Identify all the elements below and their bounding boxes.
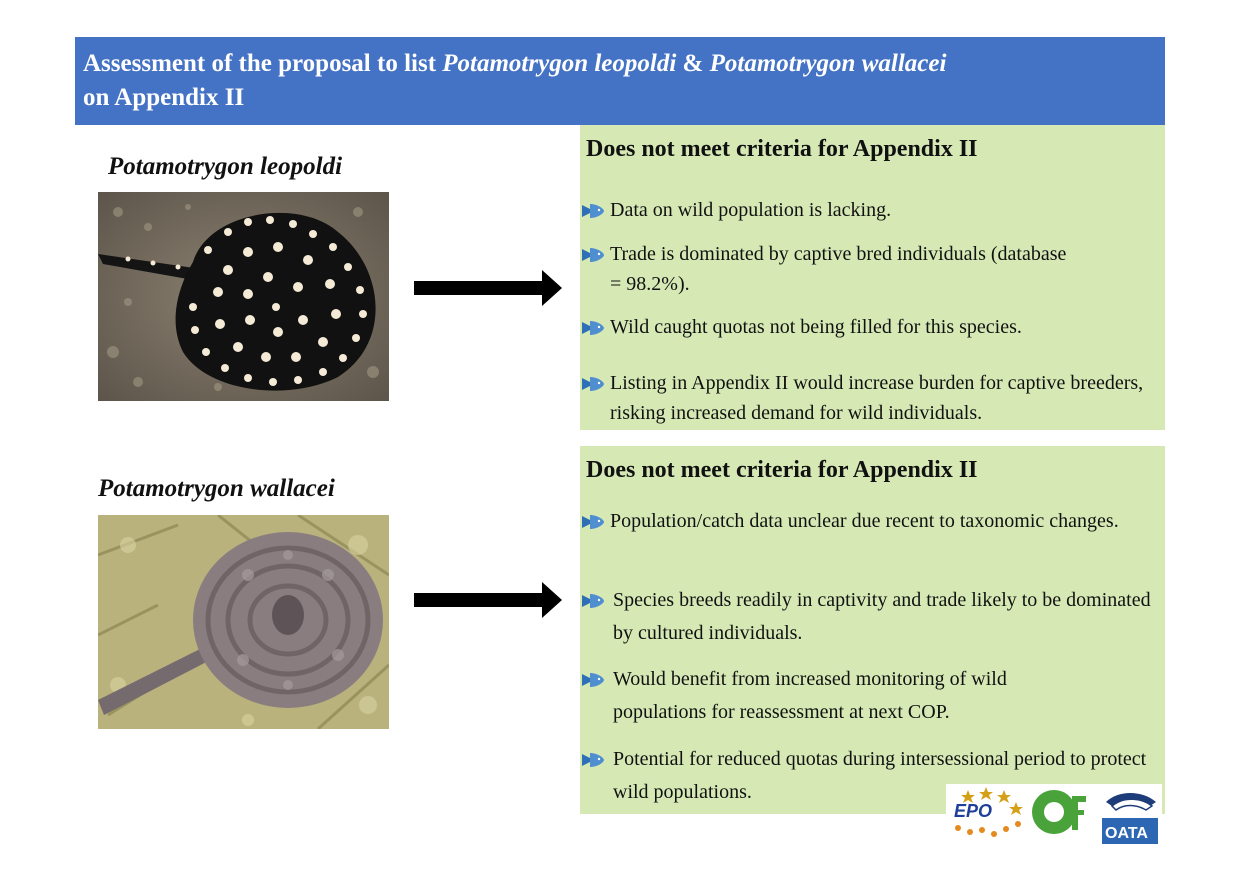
species-label-wallacei: Potamotrygon wallacei xyxy=(98,475,335,502)
bullet-text: Wild caught quotas not being filled for this species. xyxy=(610,316,1022,338)
slide-title-line-1 xyxy=(83,47,1157,81)
arrow-right-icon xyxy=(414,268,564,308)
fish-bullet-icon xyxy=(580,201,606,221)
photo-leopoldi xyxy=(98,192,389,401)
arrow-right-icon xyxy=(414,580,564,620)
svg-text:OATA: OATA xyxy=(1105,825,1148,842)
bullet-text: Potential for reduced quotas during intersessional period to protect wild populations. xyxy=(613,748,1147,803)
bullet-text: Listing in Appendix II would increase burden for captive breeders, risking increased demand for wild individuals. xyxy=(610,372,1144,424)
bullet-text: Species breeds readily in captivity and trade likely to be dominated by cultured individuals. xyxy=(613,589,1151,644)
fish-bullet-icon xyxy=(580,591,606,611)
fish-bullet-icon xyxy=(580,670,606,690)
fish-bullet-icon xyxy=(580,245,606,265)
title-species-a: Potamotrygon leopoldi xyxy=(442,50,677,77)
species-label-leopoldi: Potamotrygon leopoldi xyxy=(108,153,343,180)
slide-title-line-2: on Appendix II xyxy=(83,84,245,111)
stingray-leopoldi-illustration xyxy=(98,192,389,401)
fish-bullet-icon xyxy=(580,750,606,770)
partner-logos xyxy=(946,784,1162,848)
title-species-b: Potamotrygon wallacei xyxy=(709,50,947,77)
title-amp: & xyxy=(676,50,710,77)
bullet-text: Trade is dominated by captive bred individuals (database = 98.2%). xyxy=(610,243,1067,295)
svg-text:EPO: EPO xyxy=(954,801,993,821)
fish-bullet-icon xyxy=(580,374,606,394)
fish-bullet-icon xyxy=(580,318,606,338)
panel-title-leopoldi: Does not meet criteria for Appendix II xyxy=(586,136,978,162)
assessment-panel-leopoldi xyxy=(580,125,1165,430)
stingray-wallacei-illustration xyxy=(98,515,389,729)
title-prefix: Assessment of the proposal to list xyxy=(83,50,443,77)
ofi-logo xyxy=(1032,790,1086,834)
panel-title-wallacei: Does not meet criteria for Appendix II xyxy=(586,457,978,483)
photo-wallacei xyxy=(98,515,389,729)
fish-bullet-icon xyxy=(580,512,606,532)
bullet-text: Population/catch data unclear due recent to taxonomic changes. xyxy=(610,510,1119,532)
slide-title-banner xyxy=(75,37,1165,125)
oata-logo xyxy=(1102,793,1158,844)
bullet-text: Data on wild population is lacking. xyxy=(610,199,892,221)
assessment-panel-wallacei xyxy=(580,446,1165,814)
bullet-text: Would benefit from increased monitoring of wild populations for reassessment at next COP. xyxy=(613,668,1007,723)
